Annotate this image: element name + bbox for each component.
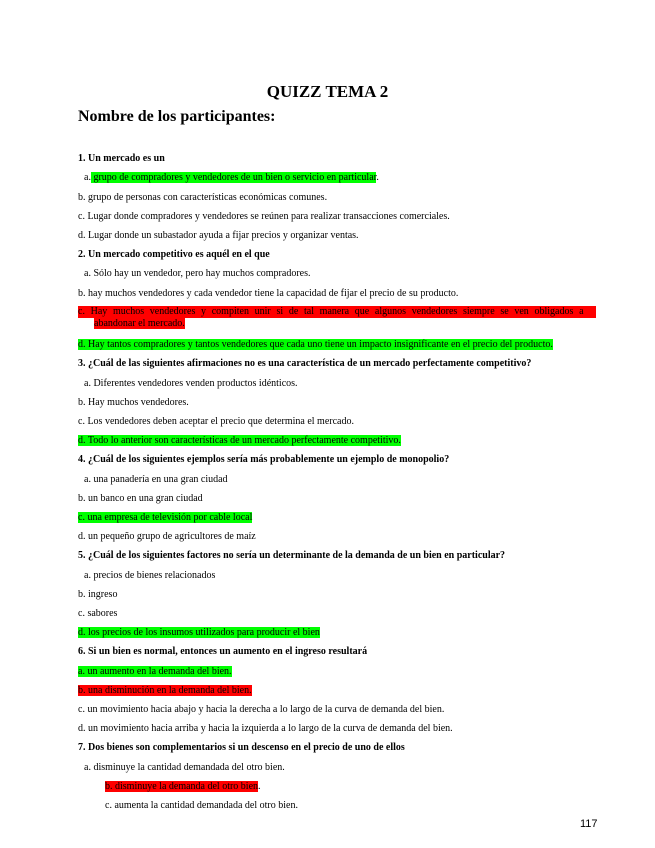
q1-option-d: d. Lugar donde un subastador ayuda a fijar precios y organizar ventas. bbox=[78, 230, 359, 241]
q6-option-c: c. un movimiento hacia abajo y hacia la derecha a lo largo de la curva de demanda del bien. bbox=[78, 704, 445, 715]
q4-option-c-highlight: c. una empresa de televisión por cable local bbox=[78, 512, 253, 523]
participants-heading: Nombre de los participantes: bbox=[78, 108, 276, 125]
q5-option-d bbox=[78, 627, 320, 639]
question-3: 3. ¿Cuál de las siguientes afirmaciones no es una característica de un mercado perfectamente competitivo? bbox=[78, 358, 532, 369]
question-7: 7. Dos bienes son complementarios si un descenso en el precio de uno de ellos bbox=[78, 742, 405, 753]
question-4: 4. ¿Cuál de los siguientes ejemplos sería más probablemente un ejemplo de monopolio? bbox=[78, 454, 450, 465]
q3-option-d bbox=[78, 435, 401, 447]
page-number: 117 bbox=[580, 818, 598, 830]
q5-option-c: c. sabores bbox=[78, 608, 118, 619]
q1-option-b: b. grupo de personas con características económicas comunes. bbox=[78, 192, 328, 203]
q6-option-a bbox=[78, 666, 232, 678]
question-6: 6. Si un bien es normal, entonces un aumento en el ingreso resultará bbox=[78, 646, 368, 657]
q2-option-a: a. Sólo hay un vendedor, pero hay muchos compradores. bbox=[84, 268, 311, 279]
q7-option-b-suffix: . bbox=[258, 781, 261, 792]
question-2: 2. Un mercado competitivo es aquél en el que bbox=[78, 249, 270, 260]
q7-option-b bbox=[105, 781, 261, 793]
question-5: 5. ¿Cuál de los siguientes factores no sería un determinante de la demanda de un bien en particular? bbox=[78, 550, 506, 561]
q6-option-a-highlight: a. un aumento en la demanda del bien. bbox=[78, 666, 232, 677]
q6-option-b-highlight: b. una disminución en la demanda del bien. bbox=[78, 685, 252, 696]
q1-option-a-suffix: . bbox=[376, 172, 379, 183]
q3-option-c: c. Los vendedores deben aceptar el precio que determina el mercado. bbox=[78, 416, 354, 427]
q4-option-d: d. un pequeño grupo de agricultores de maíz bbox=[78, 531, 256, 542]
q7-option-b-text: disminuye la demanda del otro bien bbox=[112, 781, 259, 792]
q4-option-b: b. un banco en una gran ciudad bbox=[78, 493, 203, 504]
q4-option-a: a. una panadería en una gran ciudad bbox=[84, 474, 228, 485]
q7-option-c: c. aumenta la cantidad demandada del otro bien. bbox=[105, 800, 298, 811]
q3-option-b: b. Hay muchos vendedores. bbox=[78, 397, 189, 408]
q7-option-b-highlight bbox=[105, 781, 258, 792]
q2-option-c-line2: abandonar el mercado. bbox=[94, 318, 185, 329]
page-title: QUIZZ TEMA 2 bbox=[266, 82, 389, 101]
q6-option-b bbox=[78, 685, 252, 697]
q7-option-b-prefix: b. bbox=[105, 781, 113, 792]
q7-option-a: a. disminuye la cantidad demandada del otro bien. bbox=[84, 762, 285, 773]
q1-option-a-highlight: grupo de compradores y vendedores de un bien o servicio en particular bbox=[90, 172, 377, 183]
q2-option-b: b. hay muchos vendedores y cada vendedor tiene la capacidad de fijar el precio de su producto. bbox=[78, 288, 459, 299]
question-1: 1. Un mercado es un bbox=[78, 153, 165, 164]
q2-option-d-highlight: d. Hay tantos compradores y tantos vendedores que cada uno tiene un impacto insignificante en el precio del producto. bbox=[78, 339, 553, 350]
q4-option-c bbox=[78, 512, 252, 524]
q5-option-a: a. precios de bienes relacionados bbox=[84, 570, 216, 581]
q1-option-a-prefix: a. bbox=[84, 172, 91, 183]
q1-option-c: c. Lugar donde compradores y vendedores se reúnen para realizar transacciones comerciales. bbox=[78, 211, 450, 222]
q1-option-a bbox=[84, 172, 379, 184]
q5-option-d-highlight: d. los precios de los insumos utilizados para producir el bien bbox=[78, 627, 320, 638]
q2-option-c-line1: c. Hay muchos vendedores y compiten unir si de tal manera que algunos vendedores siempre se ven obligados a bbox=[78, 306, 596, 318]
q6-option-d: d. un movimiento hacia arriba y hacia la izquierda a lo largo de la curva de demanda del bien. bbox=[78, 723, 453, 734]
q5-option-b: b. ingreso bbox=[78, 589, 118, 600]
q2-option-d bbox=[78, 339, 553, 351]
q3-option-a: a. Diferentes vendedores venden productos idénticos. bbox=[84, 378, 298, 389]
q2-option-c bbox=[78, 306, 598, 331]
q3-option-d-highlight: d. Todo lo anterior son características de un mercado perfectamente competitivo. bbox=[78, 435, 401, 446]
